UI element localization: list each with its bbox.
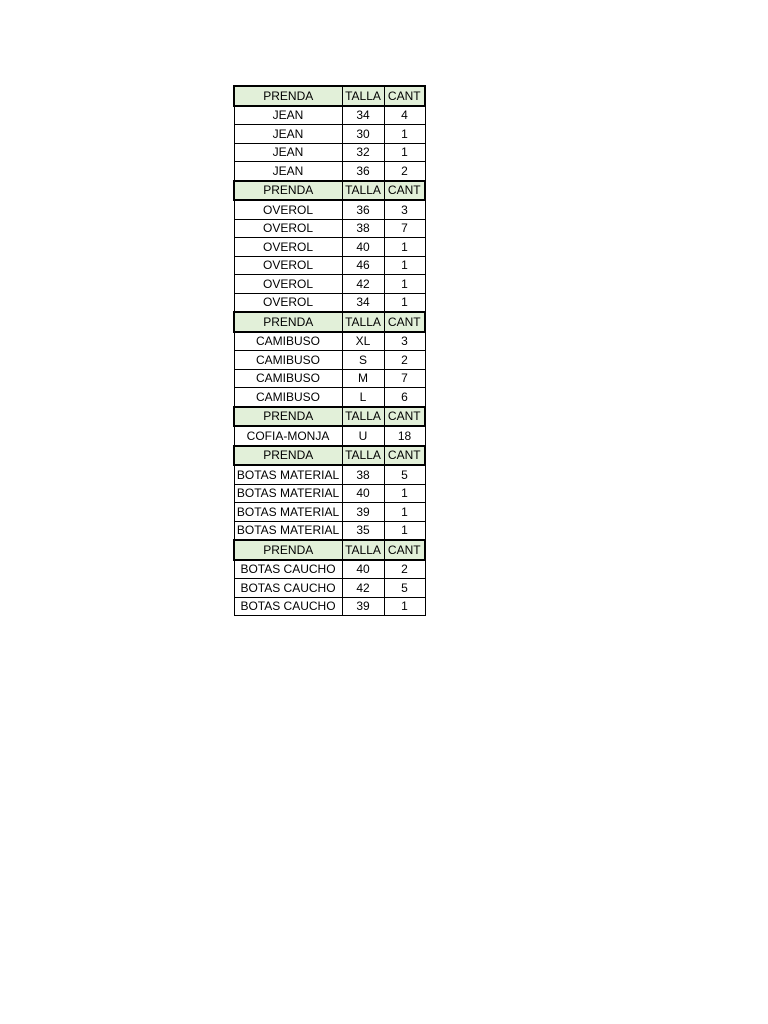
talla-header-cell: TALLA bbox=[342, 86, 384, 106]
table-row bbox=[234, 369, 425, 388]
cant-cell: 1 bbox=[384, 256, 425, 275]
table-row bbox=[234, 200, 425, 219]
cant-cell: 3 bbox=[384, 332, 425, 351]
table-row bbox=[234, 256, 425, 275]
inventory-table bbox=[233, 85, 426, 616]
cant-cell: 1 bbox=[384, 293, 425, 312]
table-row bbox=[234, 597, 425, 616]
table-row bbox=[234, 162, 425, 181]
talla-cell: 40 bbox=[342, 484, 384, 503]
talla-cell: L bbox=[342, 388, 384, 407]
prenda-cell: BOTAS MATERIAL bbox=[234, 503, 342, 522]
table-row bbox=[234, 579, 425, 598]
cant-cell: 1 bbox=[384, 275, 425, 294]
talla-cell: 38 bbox=[342, 219, 384, 238]
talla-header-cell: TALLA bbox=[342, 181, 384, 201]
prenda-cell: CAMIBUSO bbox=[234, 351, 342, 370]
prenda-cell: JEAN bbox=[234, 143, 342, 162]
inventory-body bbox=[234, 86, 425, 616]
talla-cell: S bbox=[342, 351, 384, 370]
talla-cell: 35 bbox=[342, 521, 384, 540]
talla-header-cell: TALLA bbox=[342, 312, 384, 332]
prenda-header-cell: PRENDA bbox=[234, 312, 342, 332]
cant-cell: 6 bbox=[384, 388, 425, 407]
cant-cell: 1 bbox=[384, 238, 425, 257]
prenda-header-cell: PRENDA bbox=[234, 407, 342, 427]
talla-cell: 42 bbox=[342, 579, 384, 598]
table-row bbox=[234, 332, 425, 351]
prenda-cell: OVEROL bbox=[234, 238, 342, 257]
prenda-cell: CAMIBUSO bbox=[234, 332, 342, 351]
prenda-header-cell: PRENDA bbox=[234, 540, 342, 560]
prenda-header-cell: PRENDA bbox=[234, 446, 342, 466]
talla-cell: 34 bbox=[342, 293, 384, 312]
cant-cell: 1 bbox=[384, 484, 425, 503]
cant-cell: 3 bbox=[384, 200, 425, 219]
group-header-row bbox=[234, 86, 425, 106]
table-row bbox=[234, 238, 425, 257]
table-row bbox=[234, 484, 425, 503]
cant-cell: 1 bbox=[384, 503, 425, 522]
table-row bbox=[234, 275, 425, 294]
cant-cell: 4 bbox=[384, 106, 425, 125]
prenda-cell: COFIA-MONJA bbox=[234, 426, 342, 446]
group-header-row bbox=[234, 181, 425, 201]
talla-header-cell: TALLA bbox=[342, 540, 384, 560]
cant-header-cell: CANT bbox=[384, 86, 425, 106]
cant-cell: 7 bbox=[384, 219, 425, 238]
prenda-header-cell: PRENDA bbox=[234, 181, 342, 201]
table-row bbox=[234, 521, 425, 540]
cant-cell: 2 bbox=[384, 351, 425, 370]
prenda-cell: BOTAS CAUCHO bbox=[234, 579, 342, 598]
talla-cell: 32 bbox=[342, 143, 384, 162]
cant-header-cell: CANT bbox=[384, 407, 425, 427]
cant-cell: 1 bbox=[384, 125, 425, 144]
cant-header-cell: CANT bbox=[384, 446, 425, 466]
talla-header-cell: TALLA bbox=[342, 407, 384, 427]
cant-header-cell: CANT bbox=[384, 312, 425, 332]
talla-cell: 38 bbox=[342, 465, 384, 484]
cant-cell: 18 bbox=[384, 426, 425, 446]
prenda-cell: OVEROL bbox=[234, 256, 342, 275]
table-row bbox=[234, 293, 425, 312]
cant-cell: 1 bbox=[384, 521, 425, 540]
prenda-cell: OVEROL bbox=[234, 200, 342, 219]
talla-cell: 40 bbox=[342, 238, 384, 257]
talla-cell: 36 bbox=[342, 200, 384, 219]
talla-cell: 40 bbox=[342, 560, 384, 579]
table-row bbox=[234, 143, 425, 162]
cant-cell: 5 bbox=[384, 579, 425, 598]
table-row bbox=[234, 426, 425, 446]
talla-cell: M bbox=[342, 369, 384, 388]
cant-cell: 1 bbox=[384, 143, 425, 162]
cant-cell: 2 bbox=[384, 560, 425, 579]
cant-cell: 2 bbox=[384, 162, 425, 181]
cant-cell: 1 bbox=[384, 597, 425, 616]
prenda-cell: OVEROL bbox=[234, 219, 342, 238]
group-header-row bbox=[234, 446, 425, 466]
prenda-cell: BOTAS MATERIAL bbox=[234, 521, 342, 540]
talla-cell: 39 bbox=[342, 503, 384, 522]
prenda-cell: BOTAS MATERIAL bbox=[234, 484, 342, 503]
cant-cell: 7 bbox=[384, 369, 425, 388]
prenda-cell: BOTAS CAUCHO bbox=[234, 597, 342, 616]
table-row bbox=[234, 106, 425, 125]
prenda-cell: CAMIBUSO bbox=[234, 369, 342, 388]
group-header-row bbox=[234, 407, 425, 427]
prenda-cell: JEAN bbox=[234, 162, 342, 181]
prenda-cell: JEAN bbox=[234, 106, 342, 125]
talla-cell: 39 bbox=[342, 597, 384, 616]
cant-header-cell: CANT bbox=[384, 540, 425, 560]
talla-cell: 36 bbox=[342, 162, 384, 181]
cant-cell: 5 bbox=[384, 465, 425, 484]
talla-cell: 34 bbox=[342, 106, 384, 125]
table-row bbox=[234, 125, 425, 144]
talla-cell: XL bbox=[342, 332, 384, 351]
prenda-cell: BOTAS MATERIAL bbox=[234, 465, 342, 484]
table-row bbox=[234, 465, 425, 484]
prenda-cell: JEAN bbox=[234, 125, 342, 144]
talla-cell: U bbox=[342, 426, 384, 446]
prenda-cell: OVEROL bbox=[234, 275, 342, 294]
prenda-header-cell: PRENDA bbox=[234, 86, 342, 106]
group-header-row bbox=[234, 540, 425, 560]
table-row bbox=[234, 219, 425, 238]
prenda-cell: OVEROL bbox=[234, 293, 342, 312]
cant-header-cell: CANT bbox=[384, 181, 425, 201]
prenda-cell: BOTAS CAUCHO bbox=[234, 560, 342, 579]
prenda-cell: CAMIBUSO bbox=[234, 388, 342, 407]
group-header-row bbox=[234, 312, 425, 332]
table-row bbox=[234, 560, 425, 579]
talla-header-cell: TALLA bbox=[342, 446, 384, 466]
talla-cell: 42 bbox=[342, 275, 384, 294]
table-row bbox=[234, 388, 425, 407]
table-row bbox=[234, 351, 425, 370]
table-row bbox=[234, 503, 425, 522]
talla-cell: 30 bbox=[342, 125, 384, 144]
talla-cell: 46 bbox=[342, 256, 384, 275]
